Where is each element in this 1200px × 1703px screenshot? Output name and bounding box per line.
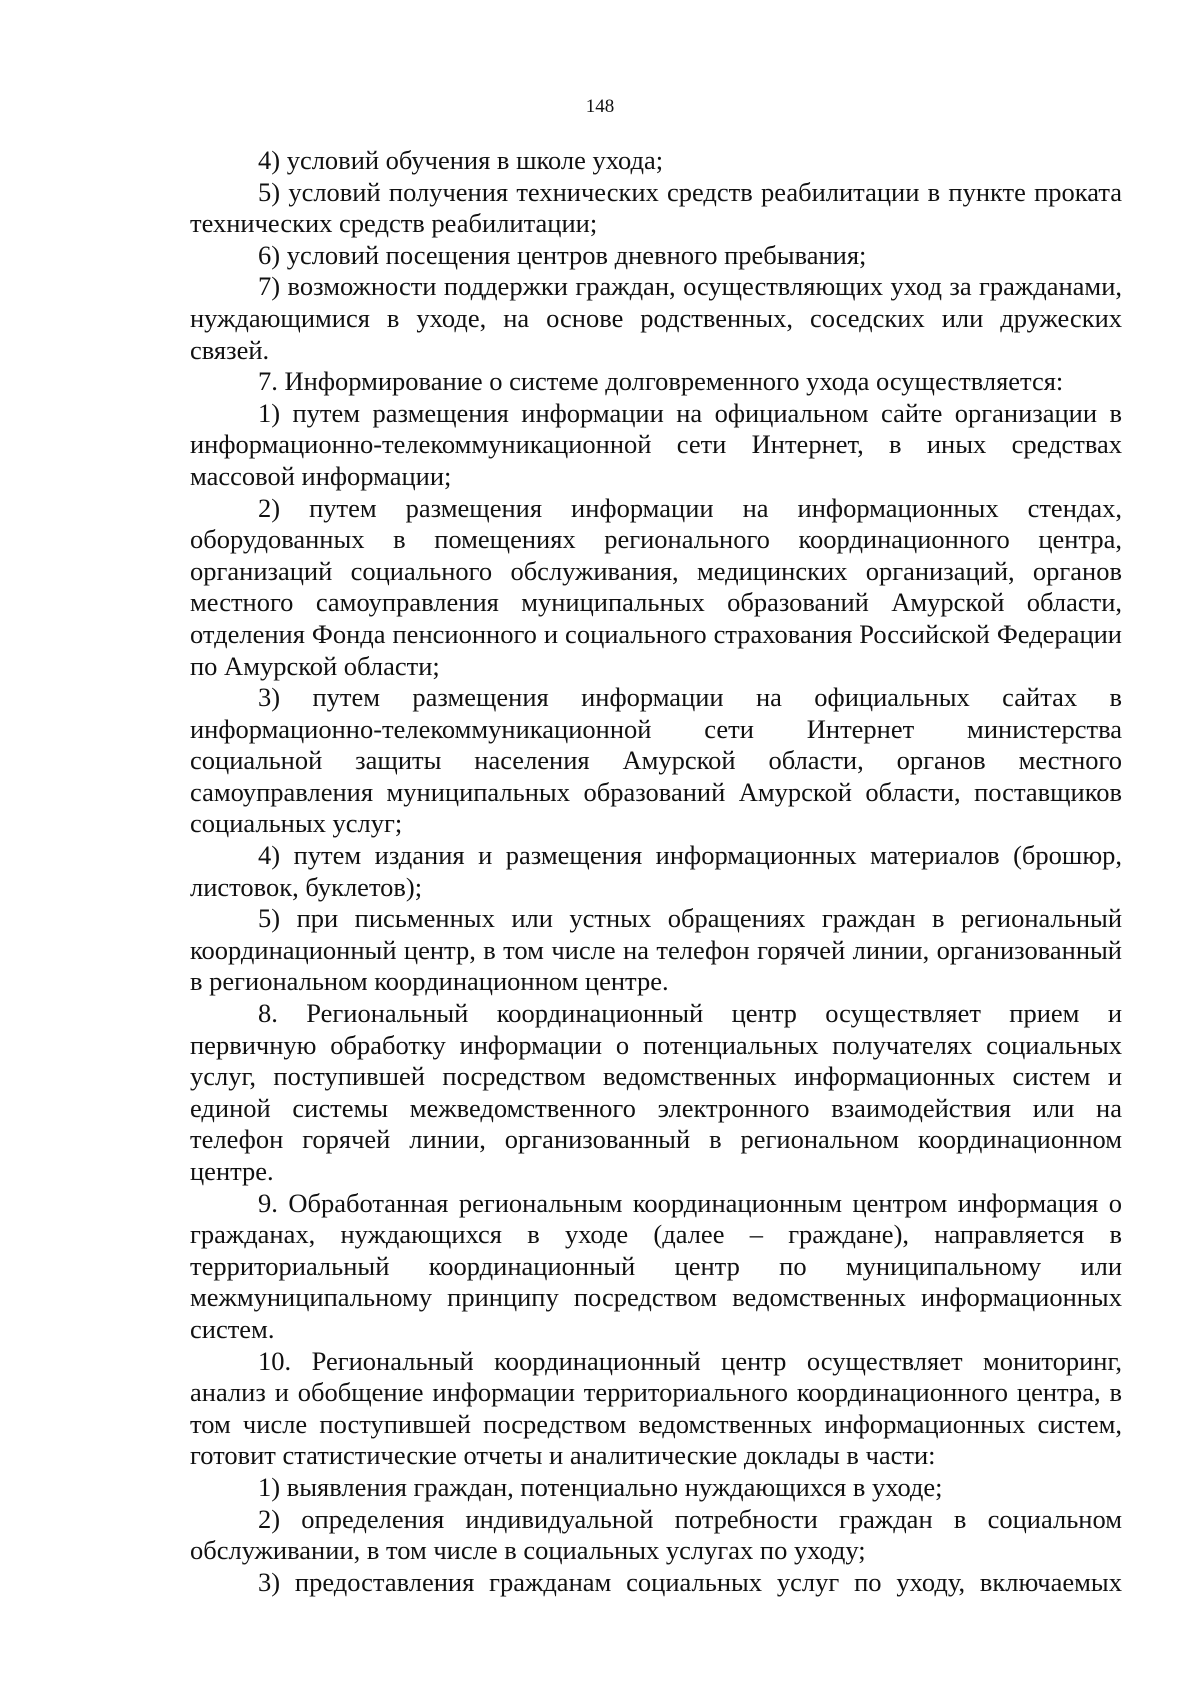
section-7-item-4: 4) путем издания и размещения информационных материалов (брошюр, листовок, буклетов); xyxy=(190,840,1122,902)
section-7-item-2: 2) путем размещения информации на информационных стендах, оборудованных в помещениях регионального координационного центра, организаций социального обслуживания, медицинских организаций, органов местного самоуправления муниципальных образований Амурской области, отделения Фонда пенсионного и социального страхования Российской Федерации по Амурской области; xyxy=(190,492,1122,681)
list-item-4-training: 4) условий обучения в школе ухода; xyxy=(258,145,664,175)
document-body xyxy=(190,145,1122,1598)
section-8: 8. Региональный координационный центр осуществляет прием и первичную обработку информации о потенциальных получателях социальных услуг, поступившей посредством ведомственных информационных систем и единой системы межведомственного электронного взаимодействия или на телефон горячей линии, организованный в региональном координационном центре. xyxy=(190,998,1122,1186)
section-7-item-5: 5) при письменных или устных обращениях граждан в региональный координационный центр, в том числе на телефон горячей линии, организованный в региональном координационном центре. xyxy=(190,903,1122,997)
list-item-7-support: 7) возможности поддержки граждан, осуществляющих уход за гражданами, нуждающимися в уходе, на основе родственных, соседских или дружеских связей. xyxy=(190,271,1122,365)
list-item-6-day-centers: 6) условий посещения центров дневного пребывания; xyxy=(258,239,867,270)
section-7-item-3: 3) путем размещения информации на официальных сайтах в информационно-телекоммуникационной сети Интернет министерства социальной защиты населения Амурской области, органов местного самоуправления муниципальных образований Амурской области, поставщиков социальных услуг; xyxy=(190,682,1122,839)
section-9: 9. Обработанная региональным координационным центром информация о гражданах, нуждающихся в уходе (далее – граждане), направляется в территориальный координационный центр по муниципальному или межмуниципальному принципу посредством ведомственных информационных систем. xyxy=(190,1187,1122,1344)
section-7-heading: 7. Информирование о системе долговременного ухода осуществляется: xyxy=(258,366,1064,397)
section-7-item-1: 1) путем размещения информации на официальном сайте организации в информационно-телекоммуникационной сети Интернет, в иных средствах массовой информации; xyxy=(190,397,1122,491)
section-10-item-1: 1) выявления граждан, потенциально нуждающихся в уходе; xyxy=(258,1471,943,1502)
section-10-item-2: 2) определения индивидуальной потребности граждан в социальном обслуживании, в том числе в социальных услугах по уходу; xyxy=(190,1503,1122,1566)
section-10: 10. Региональный координационный центр осуществляет мониторинг, анализ и обобщение информации территориального координационного центра, в том числе поступившей посредством ведомственных информационных систем, готовит статистические отчеты и аналитические доклады в части: xyxy=(190,1345,1122,1471)
section-10-item-3: 3) предоставления гражданам социальных услуг по уходу, включаемых xyxy=(258,1566,1122,1597)
list-item-5-rehab-equipment: 5) условий получения технических средств реабилитации в пункте проката технических средств реабилитации; xyxy=(190,176,1122,239)
page-number: 148 xyxy=(585,96,615,117)
